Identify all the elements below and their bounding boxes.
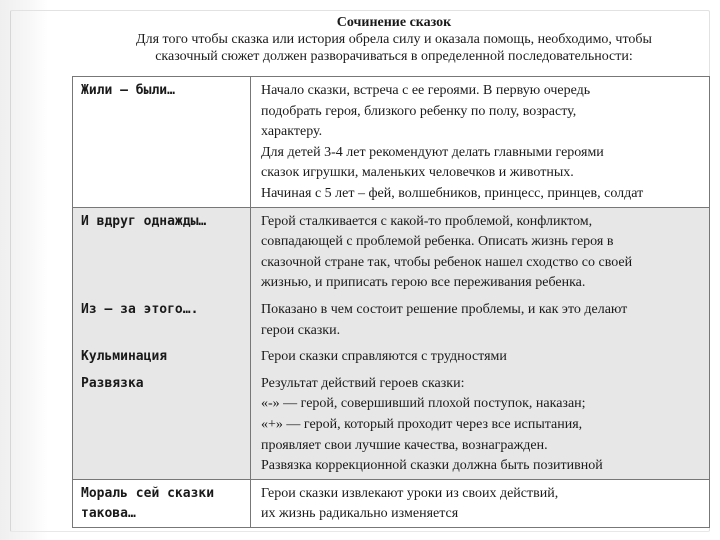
intro-line-1: Для того чтобы сказка или история обрела силу и оказала помощь, необходимо, чтобы — [136, 32, 652, 47]
table-row — [73, 370, 710, 479]
description-line: проявляет свои лучшие качества, вознагражден. — [261, 437, 548, 453]
description-cell — [251, 479, 710, 527]
description-cell — [251, 296, 710, 343]
term-cell — [73, 77, 251, 208]
description-line: характеру. — [261, 124, 323, 140]
term-cell — [73, 207, 251, 296]
story-structure-table — [72, 76, 710, 528]
description-line: Начало сказки, встреча с ее героями. В первую очередь — [261, 83, 591, 98]
description-line: Герои сказки справляются с трудностями — [261, 349, 507, 365]
term-label: Из – за этого…. — [81, 301, 199, 317]
term-cell — [73, 370, 251, 479]
slide-header — [80, 14, 708, 65]
description-cell — [251, 77, 710, 208]
description-line: «+» — герой, который проходит через все испытания, — [261, 416, 583, 432]
description-cell — [251, 343, 710, 370]
description-line: Для детей 3-4 лет рекомендуют делать главными героями — [261, 144, 604, 160]
slide-title: Сочинение сказок — [336, 15, 452, 30]
table-row — [73, 77, 710, 208]
term-cell — [73, 296, 251, 343]
description-line: сказок игрушки, маленьких человечков и животных. — [261, 165, 574, 181]
description-line: Начиная с 5 лет – фей, волшебников, принцесс, принцев, солдат — [261, 185, 644, 201]
intro-line-2: сказочный сюжет должен разворачиваться в определенной последовательности: — [155, 49, 633, 64]
description-line: совпадающей с проблемой ребенка. Описать жизнь героя в — [261, 234, 614, 250]
term-cell — [73, 479, 251, 527]
term-label: Кульминация — [81, 349, 168, 365]
term-label: Развязка — [81, 375, 144, 391]
table-row — [73, 479, 710, 527]
description-line: жизнью, и приписать герою все переживания ребенка. — [261, 275, 586, 291]
description-cell — [251, 207, 710, 296]
description-line: Развязка коррекционной сказки должна быть позитивной — [261, 458, 603, 474]
description-line: подобрать героя, близкого ребенку по полу, возрасту, — [261, 103, 577, 119]
description-line: «-» — герой, совершивший плохой поступок, наказан; — [261, 396, 586, 412]
term-label: Жили – были… — [81, 83, 175, 98]
term-label: такова… — [81, 506, 136, 522]
description-cell — [251, 370, 710, 479]
description-line: сказочной стране так, чтобы ребенок нашел сходство со своей — [261, 254, 633, 270]
table-row — [73, 207, 710, 296]
term-label: И вдруг однажды… — [81, 213, 207, 229]
table-row — [73, 296, 710, 343]
term-label: Мораль сей сказки — [81, 485, 215, 501]
term-cell — [73, 343, 251, 370]
description-line: герои сказки. — [261, 322, 341, 338]
description-line: Герои сказки извлекают уроки из своих действий, — [261, 485, 559, 501]
description-line: Герой сталкивается с какой-то проблемой, конфликтом, — [261, 213, 593, 229]
description-line: их жизнь радикально изменяется — [261, 506, 459, 522]
description-line: Показано в чем состоит решение проблемы, и как это делают — [261, 301, 628, 317]
description-line: Результат действий героев сказки: — [261, 375, 465, 391]
table-row — [73, 343, 710, 370]
